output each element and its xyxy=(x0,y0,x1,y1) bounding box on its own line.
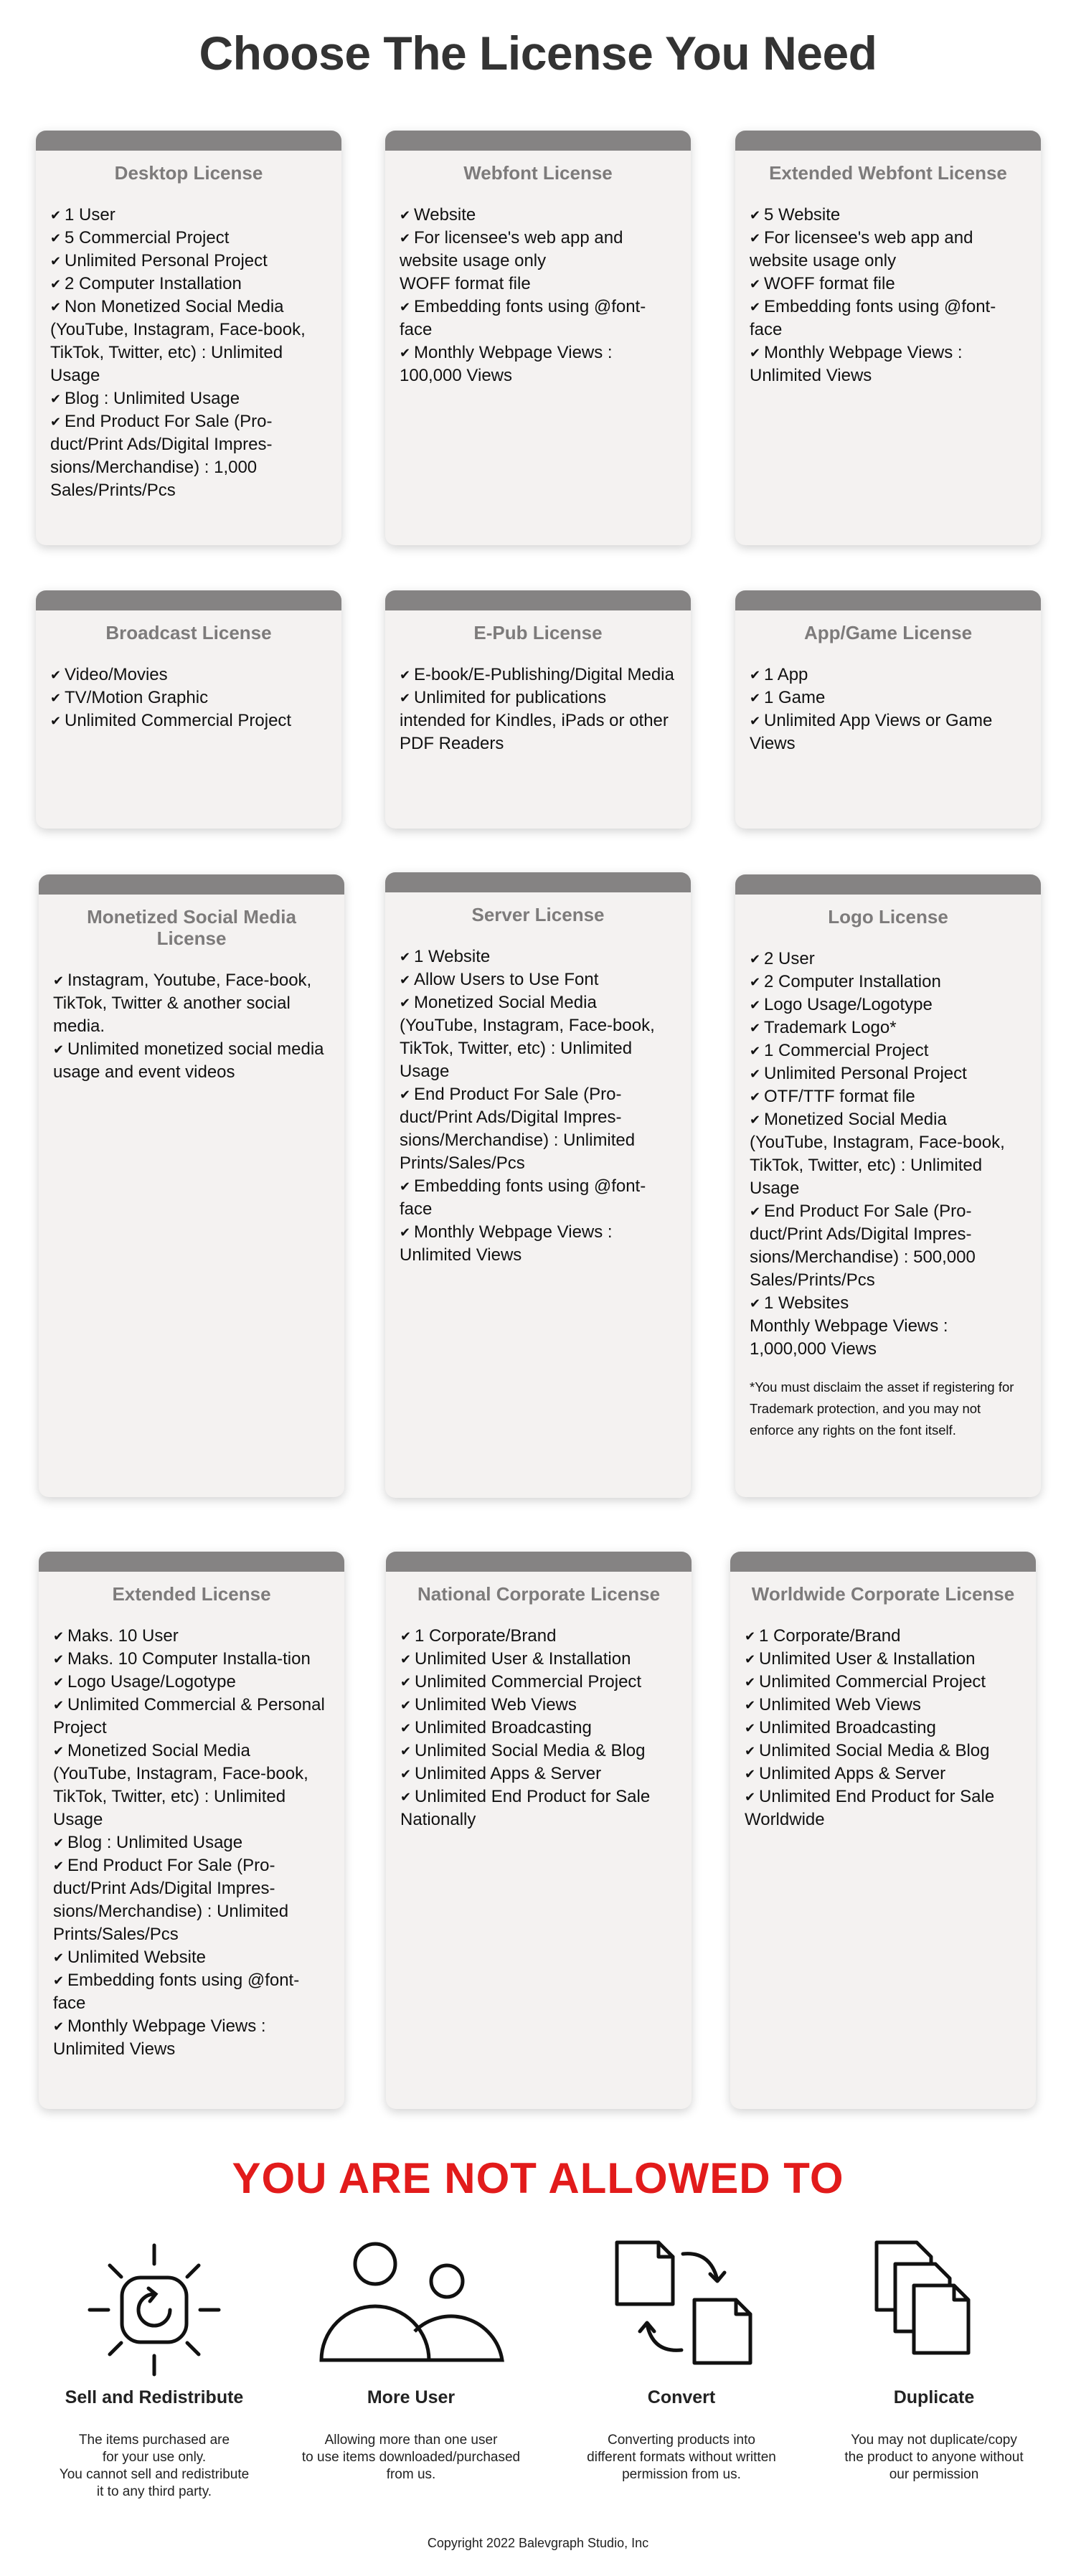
list-item: ✔ WOFF format file xyxy=(750,273,1027,296)
checkmark-icon: ✔ xyxy=(53,1652,65,1666)
list-item: ✔ Unlimited Commercial Project xyxy=(745,1671,1021,1694)
checkmark-icon: ✔ xyxy=(750,231,761,245)
checkmark-icon: ✔ xyxy=(750,998,761,1012)
checkmark-icon: ✔ xyxy=(750,277,761,291)
checkmark-icon: ✔ xyxy=(53,1859,65,1873)
list-item: ✔ Allow Users to Use Font xyxy=(400,968,676,991)
list-item: ✔ Unlimited Website xyxy=(53,1946,330,1969)
list-item: ✔ 5 Commercial Project xyxy=(50,227,327,250)
card-header-bar xyxy=(36,131,341,151)
list-item: ✔ Unlimited Social Media & Blog xyxy=(400,1740,677,1763)
checkmark-icon: ✔ xyxy=(400,1698,412,1712)
feature-title: Sell and Redistribute xyxy=(65,2387,244,2407)
list-item: ✔ 1 Game xyxy=(750,687,1027,709)
list-item: ✔ End Product For Sale (Pro-duct/Print Ads/Digital Impres-sions/Merchandise) : 500,000 Sales/Prints/Pcs xyxy=(750,1202,976,1290)
list-item: ✔ Unlimited Commercial Project xyxy=(400,1671,677,1694)
list-item: ✔ Embedding fonts using @font-face xyxy=(750,297,996,339)
checkmark-icon: ✔ xyxy=(750,952,761,966)
license-card-broadcast xyxy=(36,590,341,829)
license-card-logo xyxy=(735,874,1041,1497)
checkmark-icon: ✔ xyxy=(400,1790,412,1804)
checkmark-icon: ✔ xyxy=(745,1652,756,1666)
checkmark-icon: ✔ xyxy=(50,714,62,728)
list-item: ✔ Unlimited Web Views xyxy=(400,1694,677,1717)
list-item: ✔ E-book/E-Publishing/Digital Media xyxy=(400,664,676,687)
list-item: ✔ Unlimited for publications intended for Kindles, iPads or other PDF Readers xyxy=(400,688,669,753)
checkmark-icon: ✔ xyxy=(745,1767,756,1781)
checkmark-icon: ✔ xyxy=(750,346,761,360)
list-item: ✔ Unlimited Web Views xyxy=(745,1694,1021,1717)
card-title: Desktop License xyxy=(114,162,263,184)
list-item: ✔ Video/Movies xyxy=(50,664,327,687)
card-title: National Corporate License xyxy=(417,1583,661,1605)
list-item: ✔ Blog : Unlimited Usage xyxy=(50,387,327,410)
users-icon xyxy=(314,2238,508,2382)
list-item: ✔ Unlimited Apps & Server xyxy=(400,1763,677,1785)
card-header-bar xyxy=(39,874,344,895)
list-item: ✔ Monetized Social Media (YouTube, Instagram, Face-book, TikTok, Twitter, etc) : Unlimited Usage xyxy=(400,993,655,1081)
list-item: ✔ For licensee's web app and website usage only xyxy=(400,228,623,270)
feature-list xyxy=(735,948,1041,1361)
card-header-bar xyxy=(735,874,1041,895)
card-title: Worldwide Corporate License xyxy=(751,1583,1015,1605)
card-header-bar xyxy=(735,590,1041,610)
feature-description: Allowing more than one user to use items downloaded/purchased from us. xyxy=(301,2433,521,2482)
list-item: ✔ Monetized Social Media (YouTube, Instagram, Face-book, TikTok, Twitter, etc) : Unlimited Usage xyxy=(53,1741,308,1829)
card-title: Webfont License xyxy=(463,162,613,184)
checkmark-icon: ✔ xyxy=(53,1698,65,1712)
list-item: ✔ Embedding fonts using @font-face xyxy=(400,1176,646,1219)
feature-title: More User xyxy=(367,2387,456,2407)
list-item: ✔ Unlimited Personal Project xyxy=(50,250,327,273)
not-allowed-heading: YOU ARE NOT ALLOWED TO xyxy=(232,2154,844,2202)
checkmark-icon: ✔ xyxy=(745,1721,756,1735)
list-item: ✔ Unlimited End Product for Sale Nationally xyxy=(400,1787,651,1829)
checkmark-icon: ✔ xyxy=(400,1088,411,1102)
card-header-bar xyxy=(36,590,341,610)
checkmark-icon: ✔ xyxy=(400,1179,411,1194)
checkmark-icon: ✔ xyxy=(750,1067,761,1081)
feature-list xyxy=(385,664,691,755)
card-header-bar xyxy=(735,131,1041,151)
list-item: ✔ Unlimited User & Installation xyxy=(745,1648,1021,1671)
list-item: ✔ 1 App xyxy=(750,664,1027,687)
feature-list xyxy=(735,204,1041,387)
list-item: ✔ Embedding fonts using @font-face xyxy=(53,1971,300,2013)
checkmark-icon: ✔ xyxy=(400,1652,412,1666)
list-item: ✔ 5 Website xyxy=(750,204,1027,227)
checkmark-icon: ✔ xyxy=(750,1204,761,1219)
list-item: ✔ 2 Computer Installation xyxy=(750,971,1027,994)
feature-description: Converting products into different formats without written permission from us. xyxy=(587,2433,776,2482)
checkmark-icon: ✔ xyxy=(400,1744,412,1758)
checkmark-icon: ✔ xyxy=(53,1744,65,1758)
list-item: ✔ Maks. 10 Computer Installa-tion xyxy=(53,1648,330,1671)
card-title: E-Pub License xyxy=(473,622,603,643)
feature-list xyxy=(735,664,1041,755)
checkmark-icon: ✔ xyxy=(750,208,761,222)
license-card-extended xyxy=(39,1552,344,2109)
feature-list xyxy=(385,945,691,1267)
feature-list xyxy=(36,204,341,502)
list-item: ✔ 1 Website xyxy=(400,945,676,968)
checkmark-icon: ✔ xyxy=(53,1042,65,1057)
list-item: ✔ Monetized Social Media (YouTube, Instagram, Face-book, TikTok, Twitter, etc) : Unlimited Usage xyxy=(750,1110,1005,1198)
card-header-bar xyxy=(386,1552,692,1572)
feature-convert xyxy=(560,2238,803,2482)
list-item: ✔ Instagram, Youtube, Face-book, TikTok, Twitter & another social media. xyxy=(53,971,312,1036)
list-item-plain: Monthly Webpage Views : 1,000,000 Views xyxy=(750,1316,948,1359)
convert-files-icon xyxy=(603,2238,760,2382)
checkmark-icon: ✔ xyxy=(400,1767,412,1781)
license-card-worldwide-corporate xyxy=(730,1552,1036,2109)
feature-title: Convert xyxy=(647,2387,716,2407)
checkmark-icon: ✔ xyxy=(50,415,62,429)
list-item: ✔ Trademark Logo* xyxy=(750,1016,1027,1039)
checkmark-icon: ✔ xyxy=(50,668,62,682)
checkmark-icon: ✔ xyxy=(50,392,62,406)
checkmark-icon: ✔ xyxy=(400,346,411,360)
card-title: Broadcast License xyxy=(105,622,272,643)
list-item: ✔ OTF/TTF format file xyxy=(750,1085,1027,1108)
checkmark-icon: ✔ xyxy=(400,950,411,964)
checkmark-icon: ✔ xyxy=(745,1698,756,1712)
checkmark-icon: ✔ xyxy=(750,668,761,682)
card-header-bar xyxy=(385,872,691,892)
checkmark-icon: ✔ xyxy=(400,1721,412,1735)
feature-description: You may not duplicate/copy the product to anyone without our permission xyxy=(844,2433,1024,2482)
checkmark-icon: ✔ xyxy=(750,1044,761,1058)
feature-list xyxy=(386,1625,692,1831)
list-item: ✔ Monthly Webpage Views : Unlimited Views xyxy=(750,343,963,385)
checkmark-icon: ✔ xyxy=(745,1744,756,1758)
list-item: ✔ 2 User xyxy=(750,948,1027,971)
list-item: ✔ 1 Websites xyxy=(750,1292,1027,1315)
license-card-webfont xyxy=(385,131,691,545)
checkmark-icon: ✔ xyxy=(750,1021,761,1035)
list-item: ✔ Unlimited Apps & Server xyxy=(745,1763,1021,1785)
feature-title: Duplicate xyxy=(893,2387,975,2407)
feature-duplicate xyxy=(812,2238,1056,2482)
checkmark-icon: ✔ xyxy=(750,1090,761,1104)
checkmark-icon: ✔ xyxy=(750,975,761,989)
checkmark-icon: ✔ xyxy=(400,691,411,705)
card-title: Server License xyxy=(471,904,605,925)
list-item: ✔ Unlimited App Views or Game Views xyxy=(750,711,993,753)
list-item: ✔ Logo Usage/Logotype xyxy=(53,1671,330,1694)
checkmark-icon: ✔ xyxy=(50,691,62,705)
license-card-server xyxy=(385,872,691,1498)
checkmark-icon: ✔ xyxy=(400,300,411,314)
license-card-app-game xyxy=(735,590,1041,829)
list-item: ✔ 1 Commercial Project xyxy=(750,1039,1027,1062)
feature-list xyxy=(39,969,344,1084)
list-item: ✔ Monthly Webpage Views : 100,000 Views xyxy=(400,343,613,385)
list-item: ✔ 1 Corporate/Brand xyxy=(745,1625,1021,1648)
list-item-plain: WOFF format file xyxy=(400,274,531,293)
feature-list xyxy=(36,664,341,732)
card-title: App/Game License xyxy=(803,622,973,643)
checkmark-icon: ✔ xyxy=(53,1973,65,1988)
list-item: ✔ Unlimited Commercial Project xyxy=(50,709,327,732)
card-header-bar xyxy=(385,131,691,151)
list-item: ✔ Logo Usage/Logotype xyxy=(750,994,1027,1016)
list-item: ✔ TV/Motion Graphic xyxy=(50,687,327,709)
checkmark-icon: ✔ xyxy=(745,1675,756,1689)
checkmark-icon: ✔ xyxy=(400,1629,412,1643)
list-item: ✔ Unlimited Broadcasting xyxy=(745,1717,1021,1740)
card-title: Monetized Social Media License xyxy=(87,906,296,949)
card-header-bar xyxy=(730,1552,1036,1572)
list-item: ✔ Unlimited Personal Project xyxy=(750,1062,1027,1085)
checkmark-icon: ✔ xyxy=(53,1950,65,1965)
checkmark-icon: ✔ xyxy=(400,668,411,682)
checkmark-icon: ✔ xyxy=(745,1790,756,1804)
feature-list xyxy=(39,1625,344,2061)
checkmark-icon: ✔ xyxy=(50,300,62,314)
checkmark-icon: ✔ xyxy=(53,1675,65,1689)
card-title: Logo License xyxy=(828,906,948,928)
checkmark-icon: ✔ xyxy=(400,1225,411,1240)
checkmark-icon: ✔ xyxy=(53,2019,65,2034)
feature-more-user xyxy=(289,2238,533,2482)
list-item: ✔ Embedding fonts using @font-face xyxy=(400,297,646,339)
checkmark-icon: ✔ xyxy=(53,973,65,988)
list-item: ✔ Monthly Webpage Views : Unlimited Views xyxy=(53,2016,266,2059)
copyright-text: Copyright 2022 Balevgraph Studio, Inc xyxy=(427,2536,649,2550)
list-item: ✔ Unlimited Broadcasting xyxy=(400,1717,677,1740)
checkmark-icon: ✔ xyxy=(400,231,411,245)
list-item: ✔ End Product For Sale (Pro-duct/Print Ads/Digital Impres-sions/Merchandise) : 1,000 xyxy=(50,412,273,477)
list-item: ✔ Blog : Unlimited Usage xyxy=(53,1831,330,1854)
list-item-tail: Sales/Prints/Pcs xyxy=(50,481,176,500)
checkmark-icon: ✔ xyxy=(400,208,411,222)
list-item: ✔ Non Monetized Social Media (YouTube, Instagram, Face-book, TikTok, Twitter, etc) : Unlimited Usage xyxy=(50,297,306,385)
list-item: ✔ Website xyxy=(400,204,676,227)
list-item: ✔ 1 User xyxy=(50,204,327,227)
list-item: ✔ 1 Corporate/Brand xyxy=(400,1625,677,1648)
feature-list xyxy=(730,1625,1036,1831)
checkmark-icon: ✔ xyxy=(50,277,62,291)
list-item: ✔ Unlimited Social Media & Blog xyxy=(745,1740,1021,1763)
trademark-note: *You must disclaim the asset if registering for Trademark protection, and you may not enforce any rights on the font itself. xyxy=(750,1379,1014,1438)
license-card-extended-webfont xyxy=(735,131,1041,545)
checkmark-icon: ✔ xyxy=(400,973,411,987)
checkmark-icon: ✔ xyxy=(750,691,761,705)
checkmark-icon: ✔ xyxy=(750,300,761,314)
duplicate-files-icon xyxy=(869,2238,999,2382)
checkmark-icon: ✔ xyxy=(53,1836,65,1850)
card-header-bar xyxy=(39,1552,344,1572)
checkmark-icon: ✔ xyxy=(750,1113,761,1127)
checkmark-icon: ✔ xyxy=(745,1629,756,1643)
license-card-monetized-social xyxy=(39,874,344,1497)
checkmark-icon: ✔ xyxy=(53,1629,65,1643)
checkmark-icon: ✔ xyxy=(400,996,411,1010)
feature-description: The items purchased are for your use only. You cannot sell and redistribute it to any third party. xyxy=(59,2433,250,2499)
card-title: Extended Webfont License xyxy=(769,162,1007,184)
license-card-epub xyxy=(385,590,691,829)
license-card-desktop xyxy=(36,131,341,545)
page-title: Choose The License You Need xyxy=(199,27,877,80)
checkmark-icon: ✔ xyxy=(50,208,62,222)
list-item: ✔ For licensee's web app and website usage only xyxy=(750,228,973,270)
feature-sell-redistribute xyxy=(32,2238,276,2499)
list-item: ✔ Unlimited Commercial & Personal Project xyxy=(53,1695,325,1737)
list-item: ✔ End Product For Sale (Pro-duct/Print Ads/Digital Impres-sions/Merchandise) : Unlimited Prints/Sales/Pcs xyxy=(400,1085,636,1173)
checkmark-icon: ✔ xyxy=(50,254,62,268)
checkmark-icon: ✔ xyxy=(750,714,761,728)
feature-list xyxy=(385,204,691,387)
card-title: Extended License xyxy=(112,1583,271,1605)
card-header-bar xyxy=(385,590,691,610)
list-item: ✔ Monthly Webpage Views : Unlimited Views xyxy=(400,1222,613,1265)
list-item: ✔ Unlimited User & Installation xyxy=(400,1648,677,1671)
list-item: ✔ 2 Computer Installation xyxy=(50,273,327,296)
checkmark-icon: ✔ xyxy=(50,231,62,245)
list-item: ✔ Unlimited End Product for Sale Worldwide xyxy=(745,1787,995,1829)
license-card-national-corporate xyxy=(386,1552,692,2109)
checkmark-icon: ✔ xyxy=(400,1675,412,1689)
checkmark-icon: ✔ xyxy=(750,1296,761,1311)
sun-refresh-icon xyxy=(82,2238,226,2382)
list-item: ✔ Unlimited monetized social media usage and event videos xyxy=(53,1039,324,1082)
list-item: ✔ End Product For Sale (Pro-duct/Print Ads/Digital Impres-sions/Merchandise) : Unlimited Prints/Sales/Pcs xyxy=(53,1856,289,1944)
list-item: ✔ Maks. 10 User xyxy=(53,1625,330,1648)
